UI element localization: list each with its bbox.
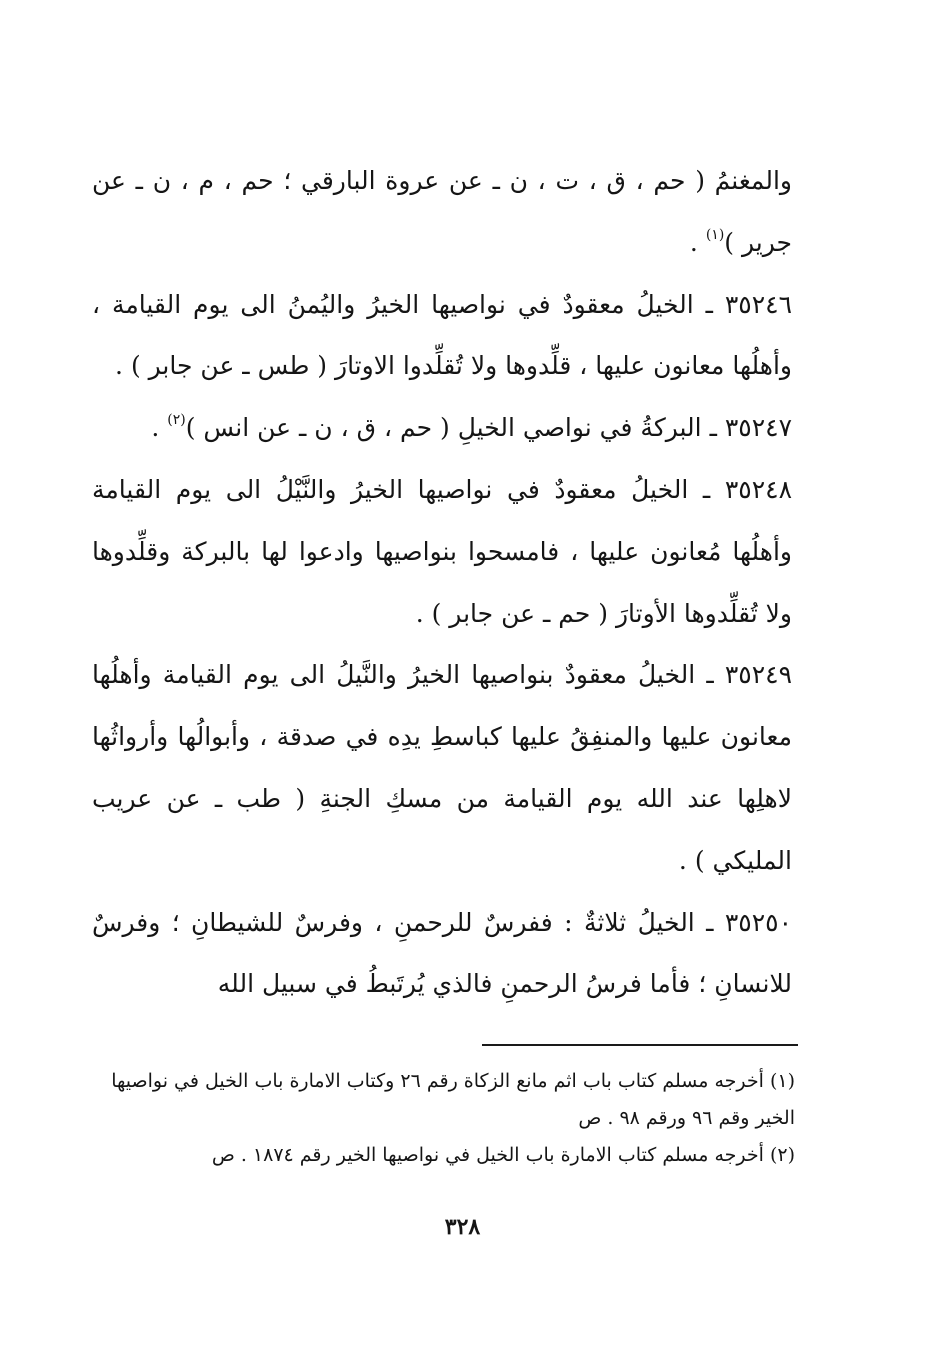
- footnote-ref-2: (٢): [167, 412, 186, 429]
- footnote-2: [95, 1137, 795, 1174]
- footnote-text: أخرجه مسلم كتاب الامارة باب الخيل في نواصيها الخير رقم ١٨٧٤ . ص: [211, 1144, 764, 1166]
- main-text: [92, 150, 792, 1015]
- page-number: ٣٢٨: [444, 1214, 481, 1240]
- entry-35250: [92, 892, 792, 1016]
- entry-end-mark: .: [151, 413, 160, 443]
- footnote-ref-1: (١): [705, 226, 725, 243]
- entry-text: ـ الخيلُ معقودٌ في نواصيها الخيرُ والنَّيْلُ الى يوم القيامة وأهلُها مُعانون عليها ، فامسحوا بنواصيها وادعوا لها بالبركة وقلِّدوها ولا تُقلِّدوها الأوتارَ ( حم ـ عن جابر ) .: [92, 474, 792, 628]
- entry-text: والمغنمُ ( حم ، ق ، ت ، ن ـ عن عروة البارقي ؛ حم ، م ، ن ـ عن جرير ): [92, 166, 792, 257]
- entry-end-mark: .: [689, 227, 698, 257]
- entry-text: ـ البركةُ في نواصي الخيلِ ( حم ، ق ، ن ـ عن انس ): [185, 413, 717, 443]
- entry-35249: [92, 644, 792, 891]
- entry-number: ٣٥٢٤٦: [724, 289, 793, 319]
- entry-number: ٣٥٢٤٩: [724, 660, 792, 690]
- footnote-marker: (٢): [769, 1144, 795, 1166]
- entry-continuation: [92, 150, 792, 274]
- footnote-text: أخرجه مسلم كتاب باب اثم مانع الزكاة رقم ٢٦ وكتاب الامارة باب الخيل في نواصيها الخير وقم ٩٦ ورقم ٩٨ . ص: [111, 1070, 795, 1129]
- entry-35248: [92, 459, 792, 644]
- entry-text: ـ الخيلُ معقودٌ في نواصيها الخيرُ واليُمنُ الى يوم القيامة ، وأهلُها معانون عليها ، قلِّدوها ولا تُقلِّدوا الاوتارَ ( طس ـ عن جابر ) .: [92, 289, 792, 381]
- entry-number: ٣٥٢٥٠: [724, 907, 792, 937]
- footnote-1: [95, 1063, 795, 1137]
- footnote-marker: (١): [769, 1070, 795, 1092]
- entry-text: ـ الخيلُ معقودٌ بنواصيها الخيرُ والنَّيلُ الى يوم القيامة وأهلُها معانون عليها والمنفِقُ عليها كباسطِ يدِه في صدقة ، وأبوالُها وأرواثُها لاهلِها عند الله يوم القيامة من مسكِ الجنةِ ( طب ـ عن عريب المليكي ) .: [92, 660, 792, 875]
- entry-35246: [92, 274, 792, 398]
- entry-number: ٣٥٢٤٨: [724, 474, 792, 504]
- entry-text: ـ الخيلُ ثلاثةٌ : ففرسٌ للرحمنِ ، وفرسٌ للشيطانِ ؛ وفرسٌ للانسانِ ؛ فأما فرسُ الرحمنِ فالذي يُرتَبطُ في سبيل الله: [92, 907, 792, 999]
- entry-35247: [92, 397, 792, 459]
- entry-number: ٣٥٢٤٧: [724, 413, 792, 443]
- footnotes: [95, 1063, 795, 1174]
- footnote-divider: [482, 1044, 798, 1046]
